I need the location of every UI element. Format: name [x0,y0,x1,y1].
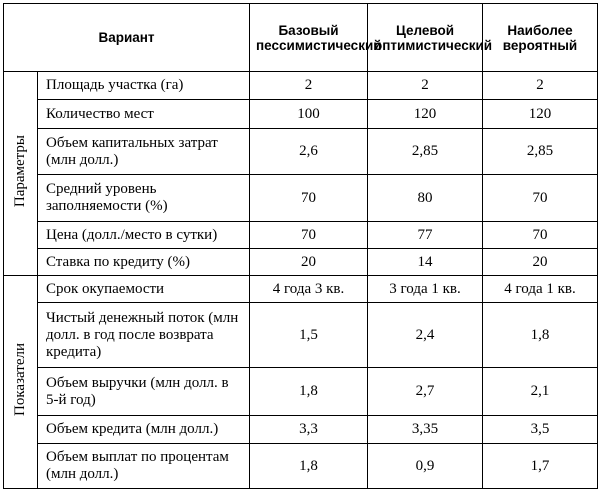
header-variant: Вариант [4,4,250,72]
cell-target: 2 [368,72,483,100]
cell-base: 70 [250,175,368,222]
group-parameters [4,72,38,276]
table-row [4,129,598,175]
row-label: Площадь участка (га) [38,72,250,100]
row-label: Количество мест [38,100,250,129]
cell-base: 70 [250,222,368,249]
table-row [4,276,598,303]
cell-likely: 2 [483,72,598,100]
row-label: Средний уровень заполняемости (%) [38,175,250,222]
row-label: Объем кредита (млн долл.) [38,416,250,444]
cell-likely: 2,85 [483,129,598,175]
cell-base: 1,5 [250,303,368,368]
table-row [4,249,598,276]
cell-target: 120 [368,100,483,129]
header-target-optimistic: Целевой оптимистический [368,4,483,72]
group-parameters-label: Параметры [12,134,28,208]
cell-likely: 20 [483,249,598,276]
row-label: Объем капитальных затрат (млн долл.) [38,129,250,175]
cell-base: 1,8 [250,444,368,489]
group-indicators-label: Показатели [12,343,28,416]
cell-target: 77 [368,222,483,249]
row-label: Чистый денежный поток (млн долл. в год после возврата кредита) [38,303,250,368]
table-row [4,222,598,249]
cell-likely: 2,1 [483,368,598,416]
cell-base: 4 года 3 кв. [250,276,368,303]
row-label: Объем выручки (млн долл. в 5-й год) [38,368,250,416]
table-row [4,444,598,489]
cell-base: 20 [250,249,368,276]
cell-target: 2,7 [368,368,483,416]
cell-base: 2,6 [250,129,368,175]
cell-target: 2,4 [368,303,483,368]
header-most-likely: Наиболее вероятный [483,4,598,72]
row-label: Цена (долл./место в сутки) [38,222,250,249]
cell-target: 2,85 [368,129,483,175]
cell-likely: 4 года 1 кв. [483,276,598,303]
cell-base: 3,3 [250,416,368,444]
cell-target: 14 [368,249,483,276]
table-row [4,175,598,222]
cell-base: 1,8 [250,368,368,416]
cell-likely: 1,7 [483,444,598,489]
table-row [4,100,598,129]
cell-target: 3,35 [368,416,483,444]
row-label: Срок окупаемости [38,276,250,303]
header-base-pessimistic: Базовый пессимистический [250,4,368,72]
header-row [4,4,598,72]
cell-likely: 3,5 [483,416,598,444]
cell-likely: 120 [483,100,598,129]
table-row [4,72,598,100]
cell-likely: 70 [483,175,598,222]
table-row [4,303,598,368]
table-row [4,416,598,444]
cell-target: 3 года 1 кв. [368,276,483,303]
group-indicators [4,276,38,489]
row-label: Объем выплат по процентам (млн долл.) [38,444,250,489]
row-label: Ставка по кредиту (%) [38,249,250,276]
cell-likely: 70 [483,222,598,249]
cell-target: 0,9 [368,444,483,489]
cell-likely: 1,8 [483,303,598,368]
cell-base: 2 [250,72,368,100]
cell-base: 100 [250,100,368,129]
scenario-table [3,3,598,489]
table-row [4,368,598,416]
cell-target: 80 [368,175,483,222]
